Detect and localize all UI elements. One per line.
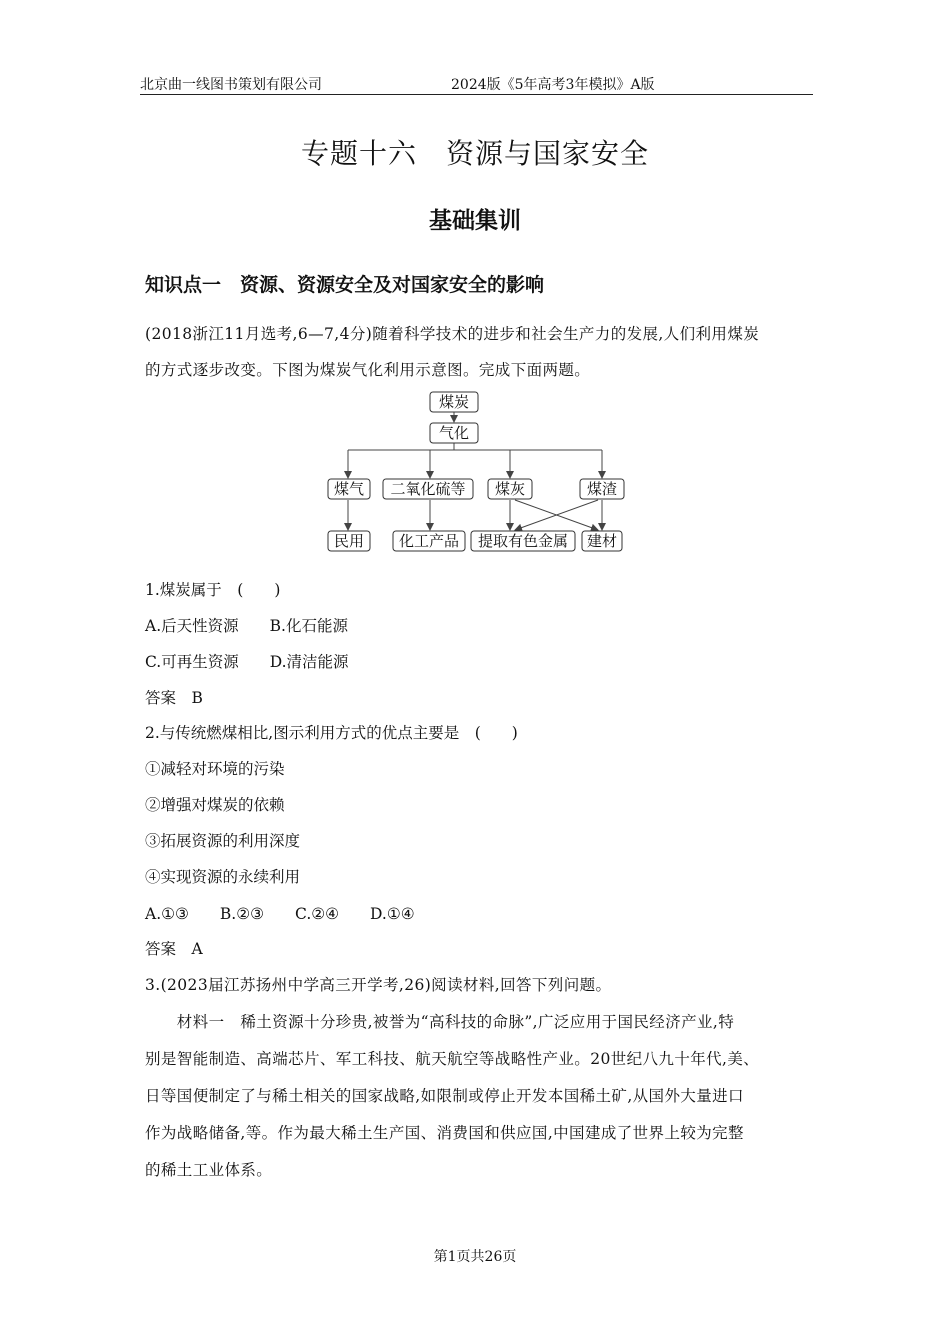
node-so2: [383, 479, 473, 499]
q2-item-3: ③拓展资源的利用深度: [145, 832, 301, 850]
node-gasify: [430, 423, 478, 443]
q1-answer: 答案 B: [145, 689, 203, 707]
coal-gasification-diagram: [320, 388, 630, 558]
node-build-label: 建材: [586, 532, 618, 550]
node-metal-label: 提取有色金属: [477, 532, 569, 550]
node-ash: [488, 479, 532, 499]
node-coal: [430, 392, 478, 412]
q2-stem: 2.与传统燃煤相比,图示利用方式的优点主要是 ( ): [145, 724, 518, 742]
node-chem: [393, 531, 465, 551]
q3-material-line-4: 作为战略储备,等。作为最大稀土生产国、消费国和供应国,中国建成了世界上较为完整: [145, 1124, 744, 1142]
q2-answer: 答案 A: [145, 940, 203, 958]
q1-options-cd: C.可再生资源 D.清洁能源: [145, 653, 349, 671]
node-build: [582, 531, 622, 551]
node-chem-label: 化工产品: [398, 532, 460, 550]
node-slag: [580, 479, 624, 499]
node-metal: [471, 531, 575, 551]
q3-material-line-1: 材料一 稀土资源十分珍贵,被誉为“高科技的命脉”,广泛应用于国民经济产业,特: [145, 1013, 735, 1031]
header-publisher: 北京曲一线图书策划有限公司: [140, 77, 322, 93]
q2-options: A.①③ B.②③ C.②④ D.①④: [145, 905, 415, 923]
node-so2-label: 二氧化硫等: [390, 480, 466, 498]
q2-item-1: ①减轻对环境的污染: [145, 760, 285, 778]
node-coal-label: 煤炭: [438, 393, 470, 411]
q1-stem: 1.煤炭属于 ( ): [145, 581, 281, 599]
node-civil: [328, 531, 370, 551]
node-gasify-label: 气化: [438, 424, 470, 442]
page-number: 第1页共26页: [433, 1249, 517, 1265]
q1-options-ab: A.后天性资源 B.化石能源: [145, 617, 348, 635]
q2-item-4: ④实现资源的永续利用: [145, 868, 301, 886]
q2-item-2: ②增强对煤炭的依赖: [145, 796, 285, 814]
node-gas: [328, 479, 370, 499]
page-header: [140, 72, 813, 95]
intro-line-1: (2018浙江11月选考,6—7,4分)随着科学技术的进步和社会生产力的发展,人们利用煤炭: [145, 325, 760, 343]
q3-material-line-3: 日等国便制定了与稀土相关的国家战略,如限制或停止开发本国稀土矿,从国外大量进口: [145, 1087, 744, 1105]
q3-material-line-2: 别是智能制造、高端芯片、军工科技、航天航空等战略性产业。20世纪八九十年代,美、: [145, 1050, 760, 1068]
node-slag-label: 煤渣: [586, 480, 618, 498]
header-edition: 2024版《5年高考3年模拟》A版: [451, 77, 655, 93]
page-title: 专题十六 资源与国家安全: [300, 137, 649, 170]
q3-material-line-5: 的稀土工业体系。: [145, 1161, 273, 1179]
section-title: 知识点一 资源、资源安全及对国家安全的影响: [145, 274, 545, 296]
node-gas-label: 煤气: [333, 480, 365, 498]
q3-stem: 3.(2023届江苏扬州中学高三开学考,26)阅读材料,回答下列问题。: [145, 976, 612, 994]
node-civil-label: 民用: [333, 532, 365, 550]
page-subtitle: 基础集训: [429, 208, 521, 234]
node-ash-label: 煤灰: [494, 480, 526, 498]
intro-line-2: 的方式逐步改变。下图为煤炭气化利用示意图。完成下面两题。: [145, 361, 591, 379]
